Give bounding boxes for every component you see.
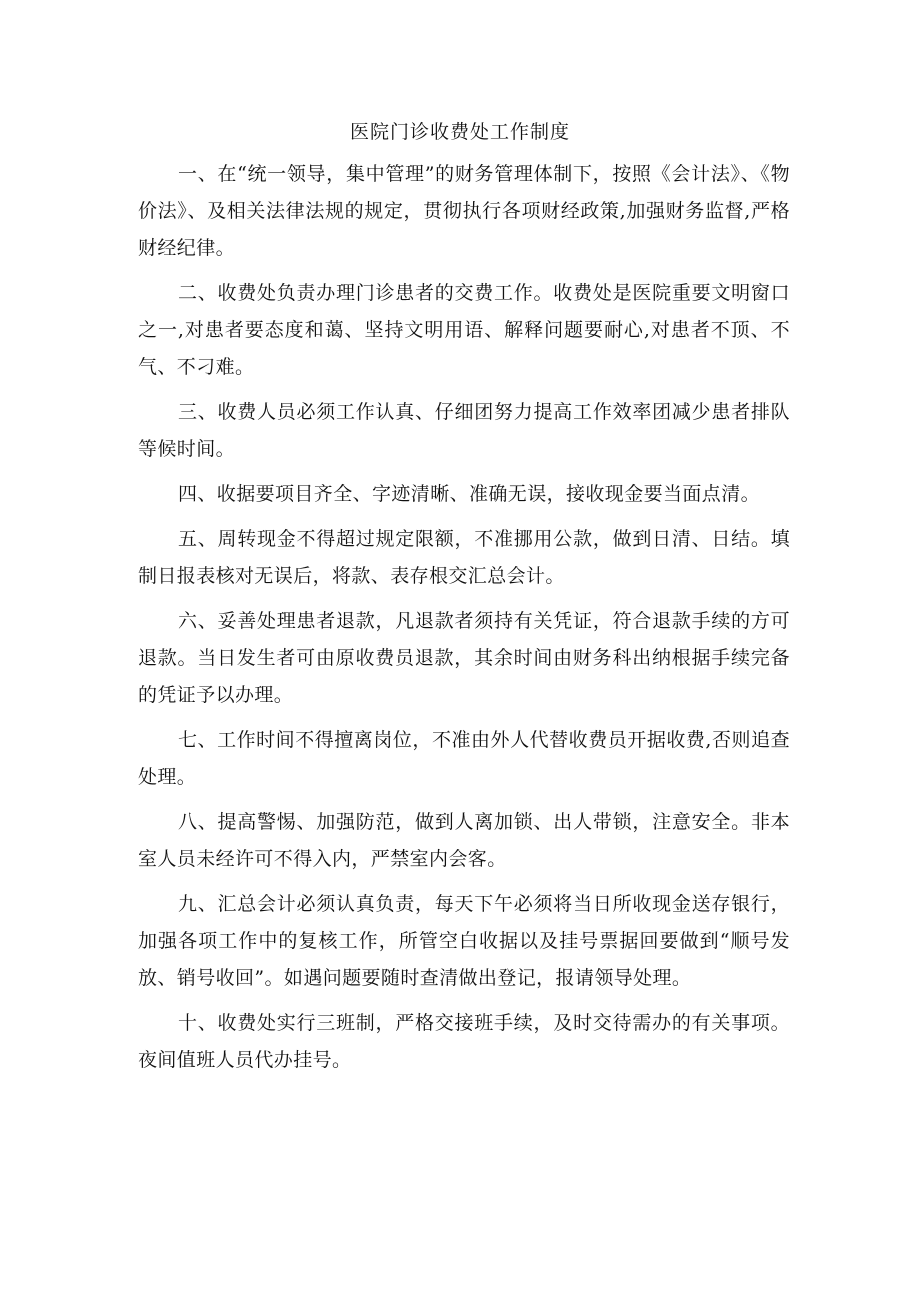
paragraph-3: 三、收费人员必须工作认真、仔细团努力提高工作效率团减少患者排队等候时间。 [138, 401, 790, 460]
paragraph-7: 七、工作时间不得擅离岗位，不准由外人代替收费员开据收费,否则追查处理。 [138, 729, 790, 788]
paragraph-2: 二、收费处负责办理门诊患者的交费工作。收费处是医院重要文明窗口之一,对患者要态度和蔼、坚持文明用语、解释问题要耐心,对患者不顶、不气、不刁难。 [138, 282, 790, 378]
paragraph-10: 十、收费处实行三班制，严格交接班手续，及时交待需办的有关事项。夜间值班人员代办挂号。 [138, 1012, 790, 1071]
paragraph-9: 九、汇总会计必须认真负责，每天下午必须将当日所收现金送存银行，加强各项工作中的复核工作，所管空白收据以及挂号票据回要做到“顺号发放、销号收回”。如遇问题要随时查清做出登记，报请领导处理。 [138, 893, 790, 989]
paragraph-6: 六、妥善处理患者退款，凡退款者须持有关凭证，符合退款手续的方可退款。当日发生者可由原收费员退款，其余时间由财务科出纳根据手续完备的凭证予以办理。 [138, 610, 790, 706]
paragraph-4: 四、收据要项目齐全、字迹清晰、准确无误，接收现金要当面点清。 [178, 483, 761, 505]
paragraph-1: 一、在“统一领导，集中管理”的财务管理体制下，按照《会计法》、《物价法》、及相关法律法规的规定，贯彻执行各项财经政策,加强财务监督,严格财经纪律。 [138, 163, 790, 259]
paragraph-5: 五、周转现金不得超过规定限额，不准挪用公款，做到日清、日结。填制日报表核对无误后，将款、表存根交汇总会计。 [138, 528, 790, 587]
paragraph-8: 八、提高警惕、加强防范，做到人离加锁、出人带锁，注意安全。非本室人员未经许可不得入内，严禁室内会客。 [138, 811, 790, 870]
document-title: 医院门诊收费处工作制度 [349, 121, 570, 143]
document-body [138, 156, 790, 1087]
